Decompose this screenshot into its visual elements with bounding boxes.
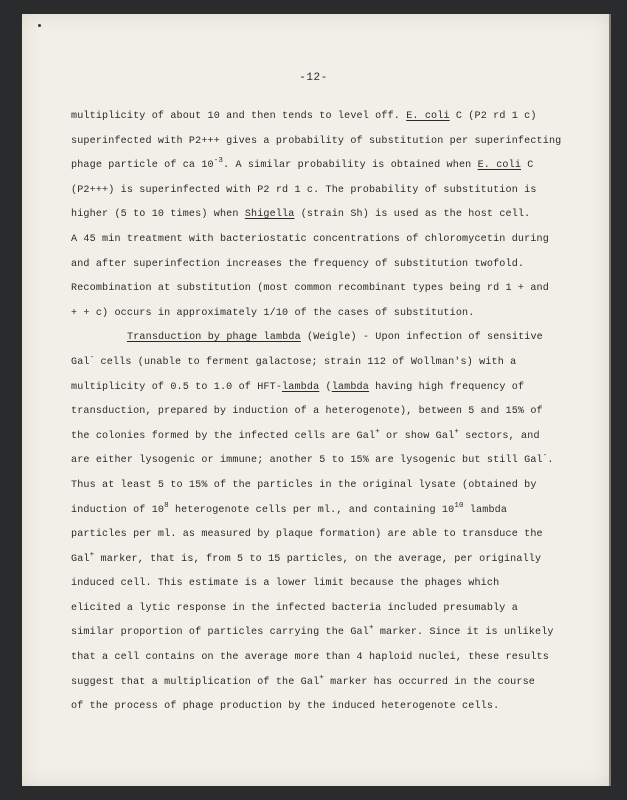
text-line: Thus at least 5 to 15% of the particles in the original lysate (obtained by (71, 479, 537, 491)
species-name: Shigella (244, 209, 295, 221)
species-name: E. coli (477, 160, 522, 172)
text-line: Gal+ marker, that is, from 5 to 15 particles, on the average, per originally (71, 550, 542, 565)
species-name: E. coli (406, 111, 450, 122)
text-line: that a cell contains on the average more than 4 haploid nuclei, these results (71, 652, 549, 664)
page-edge-rule (609, 14, 611, 786)
text-line: phage particle of ca $10^{-3}$. A similar probability is obtained when E. coli C (71, 157, 534, 172)
text-line: of the process of phage production by the induced heterogenote cells. (71, 701, 500, 713)
text-line: elicited a lytic response in the infected bacteria included presumably a (71, 602, 518, 614)
section-heading: Transduction by phage lambda (127, 332, 301, 344)
text-line: + + c) occurs in approximately 1/10 of the cases of substitution. (71, 307, 475, 319)
page-number: -12- (299, 72, 328, 84)
text-line: A 45 min treatment with bacteriostatic concentrations of chloromycetin during (71, 233, 549, 245)
text-line: Transduction by phage lambda (Weigle) - Upon infection of sensitive (127, 332, 543, 344)
body-text (71, 105, 591, 720)
text-line: (P2+++) is superinfected with P2 rd 1 c. The probability of substitution is (71, 184, 537, 196)
text-line: Gal- cells (unable to ferment galactose; strain 112 of Wollman's) with a (71, 353, 517, 368)
text-line: transduction, prepared by induction of a heterogenote), between 5 and 15% of (71, 406, 543, 418)
text-line: the colonies formed by the infected cells are Gal+ or show Gal+ sectors, and (71, 427, 540, 442)
text-line: induced cell. This estimate is a lower limit because the phages which (71, 578, 500, 590)
text-line: similar proportion of particles carrying the Gal+ marker. Since it is unlikely (71, 624, 554, 639)
text-line: superinfected with P2+++ gives a probability of substitution per superinfecting (71, 135, 562, 147)
text-line: suggest that a multiplication of the Gal+ marker has occurred in the course (71, 673, 535, 688)
text-line: particles per ml. as measured by plaque formation) are able to transduce the (71, 529, 543, 541)
text-line: induction of $10^8$ heterogenote cells per ml., and containing $10^{10}$ lambda (71, 501, 508, 516)
text-line: multiplicity of 0.5 to 1.0 of HFT-lambda (lambda having high frequency of (71, 381, 525, 393)
text-line: multiplicity of about 10 and then tends to level off. E. coli C (P2 rd 1 c) (71, 111, 537, 122)
paper-speck (38, 24, 41, 27)
text-line: Recombination at substitution (most common recombinant types being rd 1 + and (71, 283, 549, 295)
text-line: are either lysogenic or immune; another 5 to 15% are lysogenic but still Gal-. (71, 452, 554, 467)
text-line: and after superinfection increases the frequency of substitution twofold. (71, 258, 525, 270)
text-line: higher (5 to 10 times) when Shigella (strain Sh) is used as the host cell. (71, 209, 531, 221)
